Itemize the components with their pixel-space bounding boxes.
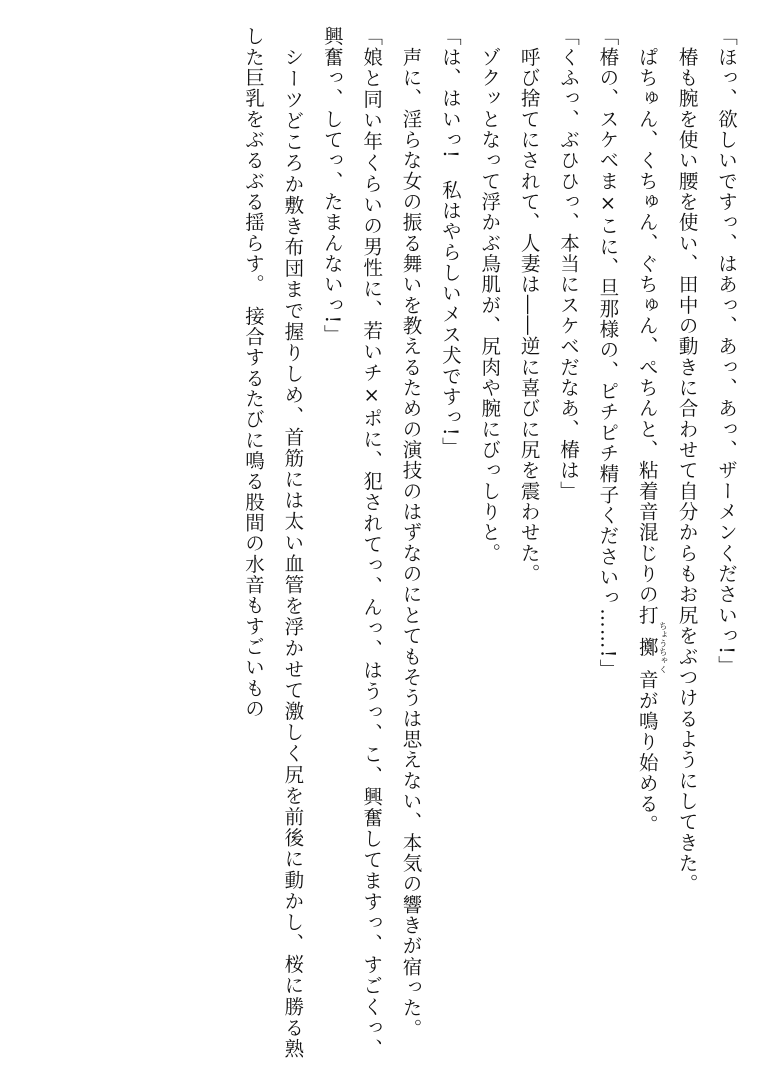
paragraph-with-ruby <box>627 26 667 1059</box>
paragraph: ゾクッとなって浮かぶ鳥肌が、尻肉や腕にびっしりと。 <box>478 26 502 564</box>
ruby-group <box>635 621 668 674</box>
paragraph-part-b: 音が鳴り始める。 <box>635 669 659 835</box>
paragraph: 「は、はいっ! 私はやらしいメス犬ですっ!」 <box>438 26 462 458</box>
paragraph: 「ほっ、欲しいですっ、はあっ、あっ、あっ、ザーメンくださいっ!」 <box>715 26 738 676</box>
paragraph: 呼び捨てにされて、人妻は――逆に喜びに尻を震わせた。 <box>517 26 541 585</box>
paragraph: シーツどころか敷き布団まで握りしめ、首筋には太い血管を浮かせて激しく尻を前後に動かし、桜に勝る熟した巨乳をぶるぶる揺らす。 接合するたびに鳴る股間の水音もすごいもの <box>242 26 305 1059</box>
paragraph: 「くふっ、ぶひひっ、本当にスケベだなあ、椿は」 <box>557 26 580 502</box>
paragraph: 声に、淫らな女の振る舞いを教えるための演技のはずなのにとてもそうは思えない、本気の響きが宿った。 <box>399 26 423 1039</box>
ruby-base: 擲 <box>635 621 659 674</box>
paragraph: 「椿の、スケベま×こに、旦那様の、ピチピチ精子くださいっ……!」 <box>596 26 620 680</box>
ruby-text: ちょうちゃく <box>657 621 668 674</box>
vertical-text-body <box>22 26 746 1059</box>
paragraph: 「娘と同い年くらいの男性に、若いチ×ポに、犯されてっ、んっ、はうっ、こ、興奮してますっ、すごくっ、興奮っ、してっ、たまんないっ!」 <box>320 26 384 1059</box>
paragraph-part-a: ぱちゅん、くちゅん、ぐちゅん、ぺちんと、粘着音混じりの打 <box>635 26 659 626</box>
paragraph: 椿も腕を使い腰を使い、田中の動きに合わせて自分からもお尻をぶつけるようにしてきた。 <box>675 26 699 895</box>
